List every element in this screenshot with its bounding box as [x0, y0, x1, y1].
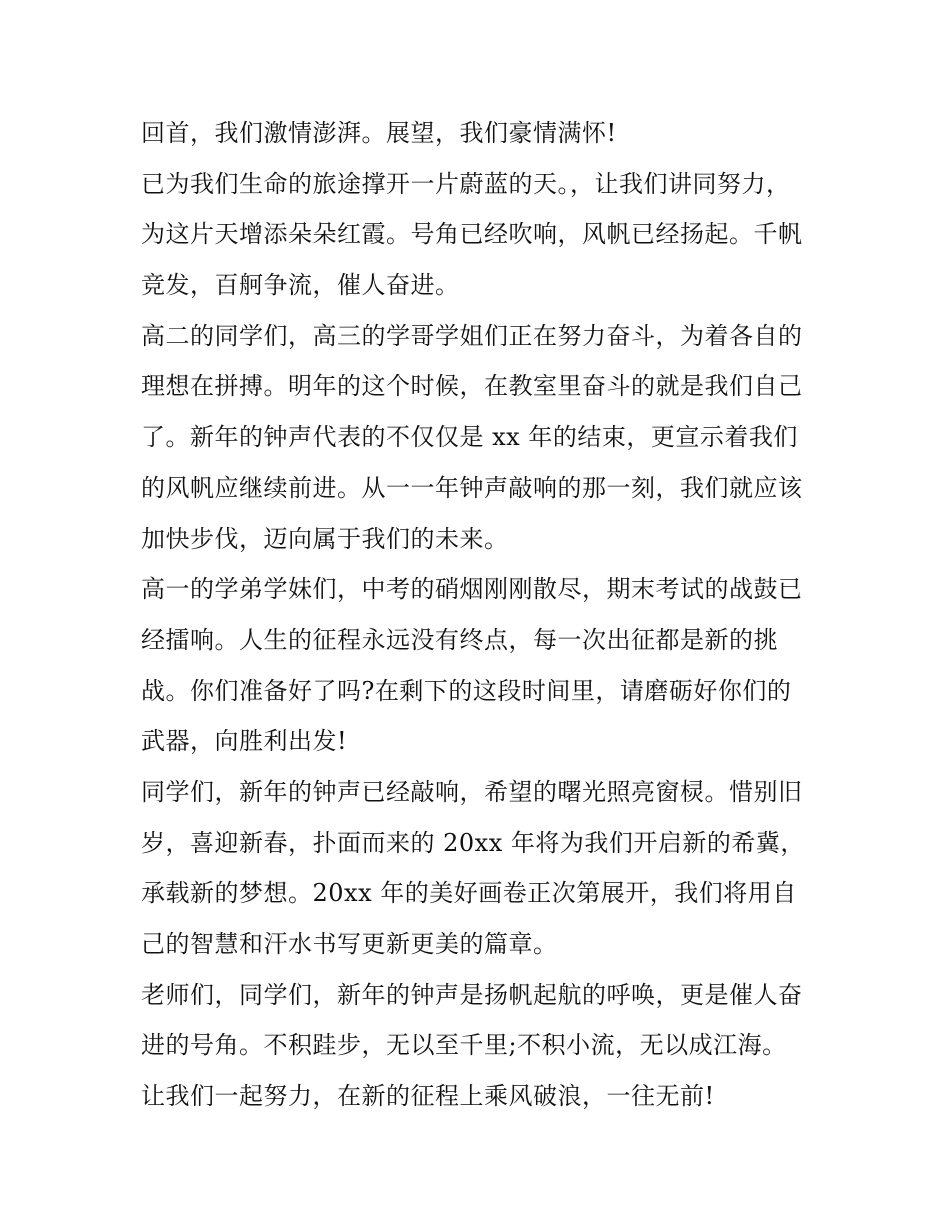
text-line: 经擂响。人生的征程永远没有终点，每一次出征都是新的挑: [141, 625, 778, 654]
text-line: 让我们一起努力，在新的征程上乘风破浪，一往无前!: [141, 1082, 715, 1111]
text-line: 竞发，百舸争流，催人奋进。: [141, 271, 460, 300]
document-body: [141, 108, 813, 1122]
text-line: 高一的学弟学妹们，中考的硝烟刚刚散尽，期末考试的战鼓已: [141, 575, 803, 604]
text-line: 武器，向胜利出发!: [141, 727, 348, 756]
text-line: 的风帆应继续前进。从一一年钟声敲响的那一刻，我们就应该: [141, 473, 803, 502]
text-line: 承载新的梦想。20xx 年的美好画卷正次第展开，我们将用自: [141, 879, 797, 908]
text-line: 了。新年的钟声代表的不仅仅是 xx 年的结束，更宣示着我们: [141, 423, 798, 452]
text-line: 加快步伐，迈向属于我们的未来。: [141, 524, 509, 553]
text-line: 回首，我们激情澎湃。展望，我们豪情满怀!: [141, 119, 617, 147]
text-line: 战。你们准备好了吗?在剩下的这段时间里，请磨砺好你们的: [141, 676, 792, 705]
text-line: 理想在拼搏。明年的这个时候，在教室里奋斗的就是我们自己: [141, 372, 803, 401]
text-line: 同学们，新年的钟声已经敲响，希望的曙光照亮窗棂。惜别旧: [141, 777, 803, 806]
text-line: 老师们，同学们，新年的钟声是扬帆起航的呼唤，更是催人奋: [141, 980, 803, 1009]
text-line: 为这片天增添朵朵红霞。号角已经吹响，风帆已经扬起。千帆: [141, 220, 803, 249]
text-line: 己的智慧和汗水书写更新更美的篇章。: [141, 930, 558, 958]
text-line: 进的号角。不积跬步，无以至千里;不积小流，无以成江海。: [141, 1031, 787, 1060]
text-line: 岁，喜迎新春，扑面而来的 20xx 年将为我们开启新的希冀，: [141, 828, 805, 857]
text-line: 高二的同学们，高三的学哥学姐们正在努力奋斗，为着各自的: [141, 321, 803, 350]
text-line: 已为我们生命的旅途撑开一片蔚蓝的天。，让我们讲同努力，: [141, 169, 791, 198]
